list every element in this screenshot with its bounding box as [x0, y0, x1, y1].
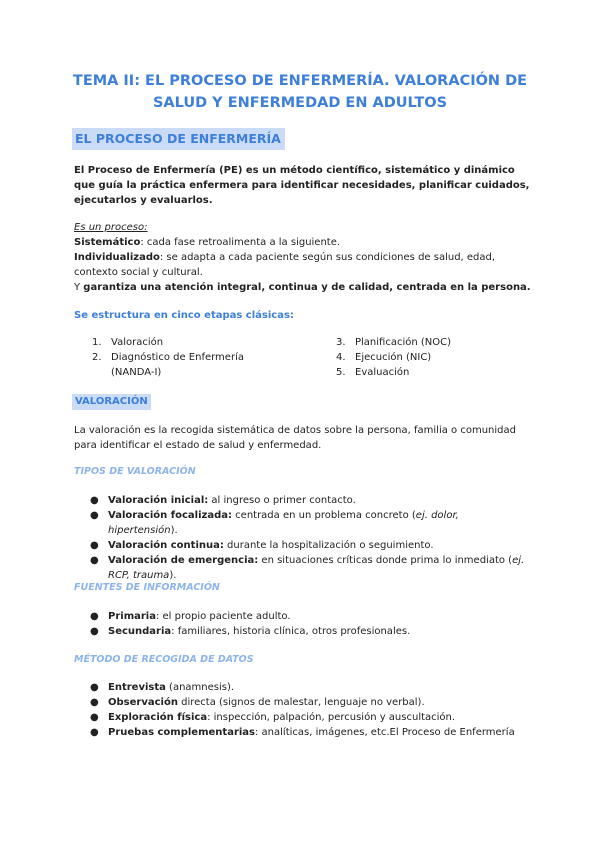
metodo-list — [90, 680, 530, 740]
individualizado-term: Individualizado — [74, 252, 160, 263]
list-item — [90, 710, 530, 725]
item-term: Observación — [108, 697, 178, 708]
list-item — [90, 609, 530, 624]
sistematico-text: : cada fase retroalimenta a la siguiente. — [140, 237, 341, 248]
valoracion-intro: La valoración es la recogida sistemática de datos sobre la persona, familia o comunidad para identificar el estado de salud y enfermedad. — [74, 425, 516, 451]
item-term: Primaria — [108, 611, 156, 622]
item-text: : inspección, palpación, percusión y auscultación. — [207, 712, 456, 723]
stage-label: Diagnóstico de Enfermería (NANDA-I) — [111, 352, 244, 378]
sistematico-term: Sistemático — [74, 237, 141, 248]
item-term: Pruebas complementarias — [108, 727, 255, 738]
bullet-icon: ● — [90, 626, 99, 637]
item-text: : el propio paciente adulto. — [155, 611, 291, 622]
individualizado-text: : se adapta a cada paciente según sus condiciones de salud, edad, contexto social y cultural. — [74, 252, 496, 278]
list-item — [336, 335, 536, 350]
list-item — [336, 350, 536, 365]
stages-heading: Se estructura en cinco etapas clásicas: — [74, 310, 294, 321]
fuentes-heading: FUENTES DE INFORMACIÓN — [74, 582, 220, 593]
list-item — [90, 680, 530, 695]
bullet-icon: ● — [90, 727, 99, 738]
item-text: : familiares, historia clínica, otros profesionales. — [171, 626, 411, 637]
item-text: durante la hospitalización o seguimiento. — [223, 540, 434, 551]
stage-number: 3. — [336, 337, 346, 348]
y-bold-text: garantiza una atención integral, continua y de calidad, centrada en la persona. — [83, 282, 531, 293]
stage-number: 4. — [336, 352, 346, 363]
list-item — [90, 508, 530, 538]
process-block — [74, 220, 534, 295]
stage-label: Valoración — [111, 337, 164, 348]
item-text: en situaciones críticas donde prima lo inmediato ( — [258, 555, 513, 566]
bullet-icon: ● — [90, 697, 99, 708]
stage-label: Evaluación — [355, 367, 410, 378]
list-item — [90, 553, 530, 583]
metodo-heading: MÉTODO DE RECOGIDA DE DATOS — [74, 654, 254, 665]
bullet-icon: ● — [90, 682, 99, 693]
item-text: (anamnesis). — [165, 682, 235, 693]
list-item — [92, 350, 262, 380]
list-item — [90, 725, 530, 740]
item-term: Exploración física — [108, 712, 208, 723]
list-item — [92, 335, 262, 350]
item-text: directa (signos de malestar, lenguaje no verbal). — [177, 697, 425, 708]
list-item — [90, 493, 530, 508]
bullet-icon: ● — [90, 510, 99, 521]
item-term: Valoración inicial: — [108, 495, 209, 506]
list-item — [90, 624, 530, 639]
item-term: Valoración continua: — [108, 540, 224, 551]
item-italic: ej. dolor, hipertensión — [108, 510, 459, 536]
section-heading-valoracion: VALORACIÓN — [72, 394, 151, 410]
bullet-icon: ● — [90, 540, 99, 551]
stage-number: 1. — [92, 337, 102, 348]
list-item — [336, 365, 536, 380]
item-italic: ej. RCP, trauma — [108, 555, 525, 581]
stage-number: 2. — [92, 352, 102, 363]
item-term: Valoración de emergencia: — [108, 555, 259, 566]
bullet-icon: ● — [90, 555, 99, 566]
item-after: ). — [169, 570, 177, 581]
item-term: Entrevista — [108, 682, 166, 693]
intro-paragraph: El Proceso de Enfermería (PE) es un método científico, sistemático y dinámico que guía la práctica enfermera para identificar necesidades, planificar cuidados, ejecutarlos y evaluarlos. — [74, 165, 530, 206]
tipos-heading: TIPOS DE VALORACIÓN — [74, 466, 196, 477]
stage-label: Ejecución (NIC) — [355, 352, 432, 363]
stage-label: Planificación (NOC) — [355, 337, 452, 348]
list-item — [90, 695, 530, 710]
item-term: Valoración focalizada: — [108, 510, 232, 521]
stages-list-right — [336, 335, 536, 380]
stages-list-left — [92, 335, 262, 380]
item-text: centrada en un problema concreto ( — [231, 510, 416, 521]
fuentes-list — [90, 609, 530, 639]
list-item — [90, 538, 530, 553]
tipos-list — [90, 493, 530, 583]
page-title: TEMA II: EL PROCESO DE ENFERMERÍA. VALORACIÓN DE SALUD Y ENFERMEDAD EN ADULTOS — [72, 73, 528, 111]
is-process-label: Es un proceso: — [74, 222, 148, 233]
section-heading-proceso: EL PROCESO DE ENFERMERÍA — [72, 128, 285, 150]
item-text: al ingreso o primer contacto. — [208, 495, 356, 506]
item-text: : analíticas, imágenes, etc.El Proceso de Enfermería — [255, 727, 515, 738]
stage-number: 5. — [336, 367, 346, 378]
item-term: Secundaria — [108, 626, 172, 637]
y-prefix: Y — [74, 282, 84, 293]
bullet-icon: ● — [90, 611, 99, 622]
bullet-icon: ● — [90, 495, 99, 506]
bullet-icon: ● — [90, 712, 99, 723]
item-after: ). — [170, 525, 178, 536]
